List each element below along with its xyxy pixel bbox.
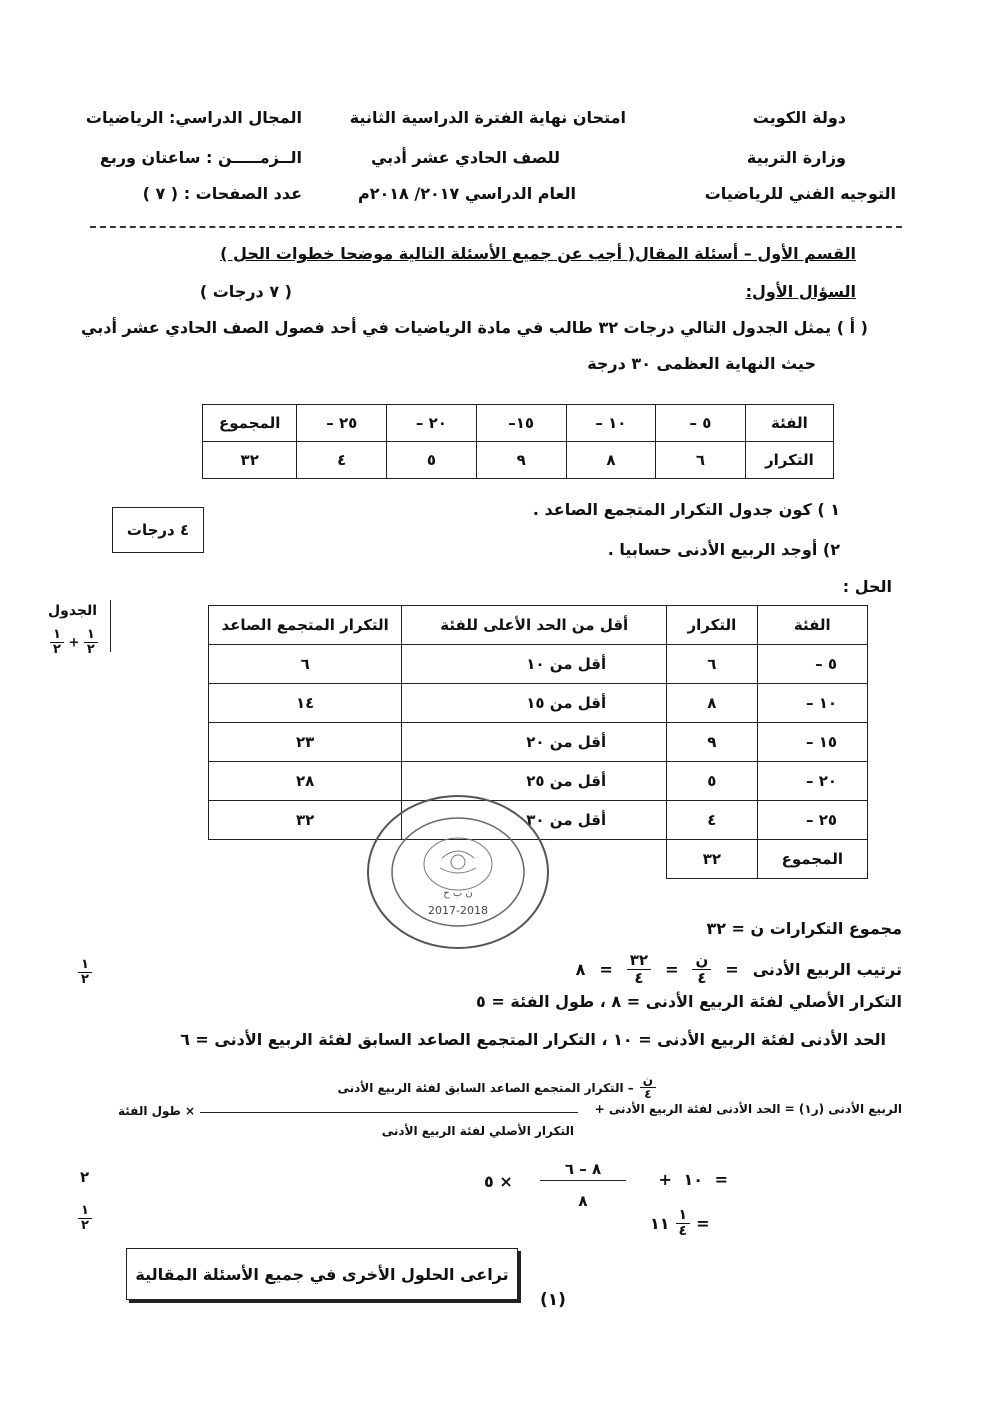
frac-den: ٤	[644, 1087, 652, 1102]
exam-duration: الــزمـــــن : ساعتان وربع	[99, 148, 302, 167]
total-freq-cell: ٣٢	[203, 442, 297, 479]
class-cell: ٢٠ –	[757, 762, 867, 801]
table-row	[209, 723, 868, 762]
table-mark-label: الجدول	[48, 603, 98, 619]
formula-tail: × طول الفئة	[118, 1104, 196, 1118]
final-result	[650, 1208, 709, 1240]
freq-cell: ٩	[667, 723, 757, 762]
total-label-cell: المجموع	[203, 405, 297, 442]
class-cell: ١٥–	[476, 405, 566, 442]
formula-lhs: الربيع الأدنى (ر١) = الحد الأدنى لفئة الربيع الأدنى +	[594, 1102, 902, 1116]
frac-num: ن	[692, 952, 711, 970]
equals-sign: =	[599, 959, 613, 979]
class-cell: ١٥ –	[757, 723, 867, 762]
part-a-max: حيث النهاية العظمى ٣٠ درجة	[587, 354, 816, 373]
formula-numerator	[337, 1074, 656, 1101]
note-text: تراعى الحلول الأخرى في جميع الأسئلة المقالية	[135, 1264, 509, 1284]
formula-bar	[200, 1112, 578, 1113]
cum-cell: ٦	[209, 645, 402, 684]
cum-cell: ١٤	[209, 684, 402, 723]
page-count: عدد الصفحات : ( ٧ )	[142, 184, 302, 203]
formula-num-text: – التكرار المتجمع الصاعد السابق لفئة الربيع الأدنى	[337, 1080, 634, 1095]
grade-level: للصف الحادي عشر أدبي	[370, 148, 560, 167]
quartile-class-bounds: الحد الأدنى لفئة الربيع الأدنى = ١٠ ، التكرار المتجمع الصاعد السابق لفئة الربيع الأدنى = ٦	[180, 1030, 886, 1049]
calc-ten: = ١٠ +	[658, 1170, 728, 1189]
frac-den: ٤	[678, 1223, 688, 1240]
freq-cell: ٦	[656, 442, 746, 479]
table-row	[203, 405, 834, 442]
frac-num: ١	[50, 628, 64, 643]
mark-half-1	[78, 958, 92, 988]
stamp-year: 2017-2018	[428, 904, 488, 917]
cum-cell: ٣٢	[209, 801, 402, 840]
upper-cell: أقل من ١٠	[402, 645, 667, 684]
quartile-rank-value: ٨	[575, 959, 586, 979]
task-2: ٢) أوجد الربيع الأدنى حسابيا .	[607, 540, 840, 559]
solution-label: الحل :	[842, 577, 892, 596]
freq-cell: ٩	[476, 442, 566, 479]
cum-cell: ٢٨	[209, 762, 402, 801]
frac-num: ٣٢	[627, 952, 651, 970]
stamp-code: ن ب ح	[443, 888, 473, 899]
frac-den: ٢	[81, 972, 89, 988]
class-cell: ٥ –	[757, 645, 867, 684]
result-whole: ١١	[650, 1214, 670, 1234]
table-row	[209, 645, 868, 684]
calc-denominator: ٨	[578, 1192, 588, 1210]
upper-cell: أقل من ١٥	[402, 684, 667, 723]
page-number: (١)	[540, 1290, 566, 1310]
frac-num: ن	[640, 1074, 656, 1088]
class-cell: ٢٥ –	[757, 801, 867, 840]
equals-sign: =	[696, 1214, 710, 1234]
calc-numerator: ٨ – ٦	[540, 1160, 626, 1181]
total-label-cell: المجموع	[757, 840, 867, 879]
upper-cell: أقل من ٢٥	[402, 762, 667, 801]
upper-cell: أقل من ٢٠	[402, 723, 667, 762]
official-stamp	[362, 792, 554, 952]
mark-half-2	[78, 1204, 92, 1234]
section-title: القسم الأول – أسئلة المقال( أجب عن جميع الأسئلة التالية موضحا خطوات الحل )	[220, 244, 856, 263]
class-cell: ٢٥ –	[297, 405, 387, 442]
sum-of-frequencies: مجموع التكرارات ن = ٣٢	[706, 919, 902, 938]
quartile-rank-label: ترتيب الربيع الأدنى	[752, 959, 902, 979]
table-row	[203, 442, 834, 479]
freq-cell: ٦	[667, 645, 757, 684]
frac-num: ١	[676, 1208, 691, 1224]
frac-num: ١	[78, 1204, 92, 1219]
mark-two: ٢	[80, 1168, 90, 1186]
formula-denominator: التكرار الأصلي لفئة الربيع الأدنى	[381, 1124, 574, 1138]
cum-cell: ٢٣	[209, 723, 402, 762]
freq-cell: ٤	[297, 442, 387, 479]
frequency-table	[202, 404, 834, 479]
task-marks: ٤ درجات	[126, 521, 190, 539]
freq-cell: ٥	[387, 442, 477, 479]
row-label-class: الفئة	[745, 405, 833, 442]
exam-title: امتحان نهاية الفترة الدراسية الثانية	[349, 108, 626, 127]
frac-den: ٤	[697, 968, 707, 987]
frac-num: ١	[78, 958, 92, 973]
class-cell: ٥ –	[656, 405, 746, 442]
subject-field: المجال الدراسي: الرياضيات	[85, 108, 302, 127]
frac-num: ١	[84, 628, 98, 643]
margin-rule	[110, 600, 111, 652]
question-title: السؤال الأول:	[745, 282, 856, 301]
ministry-name: وزارة التربية	[746, 148, 846, 167]
table-row	[209, 606, 868, 645]
part-a-text: ( أ ) يمثل الجدول التالي درجات ٣٢ طالب في مادة الرياضيات في أحد فصول الصف الحادي عشر أدبي	[81, 318, 868, 337]
header-upper: أقل من الحد الأعلى للفئة	[402, 606, 667, 645]
frac-den: ٢	[53, 642, 61, 658]
total-value-cell: ٣٢	[667, 840, 757, 879]
upper-cell: أقل من ٣٠	[402, 801, 667, 840]
frac-den: ٢	[86, 642, 95, 658]
class-cell: ١٠ –	[757, 684, 867, 723]
equals-sign: =	[665, 959, 679, 979]
task-marks-box	[112, 507, 204, 553]
country-name: دولة الكويت	[752, 108, 846, 127]
header-divider	[90, 226, 902, 228]
equals-sign: =	[725, 959, 739, 979]
note-box	[126, 1248, 518, 1300]
task-1: ١ ) كون جدول التكرار المتجمع الصاعد .	[532, 500, 840, 519]
table-mark-value: $\frac{١}{٢}$ + $\frac{١}{٢}$	[50, 628, 98, 658]
header-cum: التكرار المتجمع الصاعد	[209, 606, 402, 645]
quartile-class-freq: التكرار الأصلي لفئة الربيع الأدنى = ٨ ، طول الفئة = ٥	[476, 992, 902, 1011]
header-freq: التكرار	[667, 606, 757, 645]
quartile-rank-line	[576, 952, 902, 986]
frac-den: ٤	[634, 968, 644, 987]
row-label-freq: التكرار	[745, 442, 833, 479]
header-class: الفئة	[757, 606, 867, 645]
department-name: التوجيه الفني للرياضيات	[704, 184, 896, 203]
class-cell: ١٠ –	[566, 405, 656, 442]
frac-den: ٢	[81, 1218, 89, 1234]
table-row	[209, 684, 868, 723]
freq-cell: ٥	[667, 762, 757, 801]
calc-times: × ٥	[484, 1172, 513, 1191]
question-marks: ( ٧ درجات )	[199, 282, 292, 301]
school-year: العام الدراسي ٢٠١٧/ ٢٠١٨م	[357, 184, 576, 203]
class-cell: ٢٠ –	[387, 405, 477, 442]
freq-cell: ٤	[667, 801, 757, 840]
freq-cell: ٨	[566, 442, 656, 479]
freq-cell: ٨	[667, 684, 757, 723]
